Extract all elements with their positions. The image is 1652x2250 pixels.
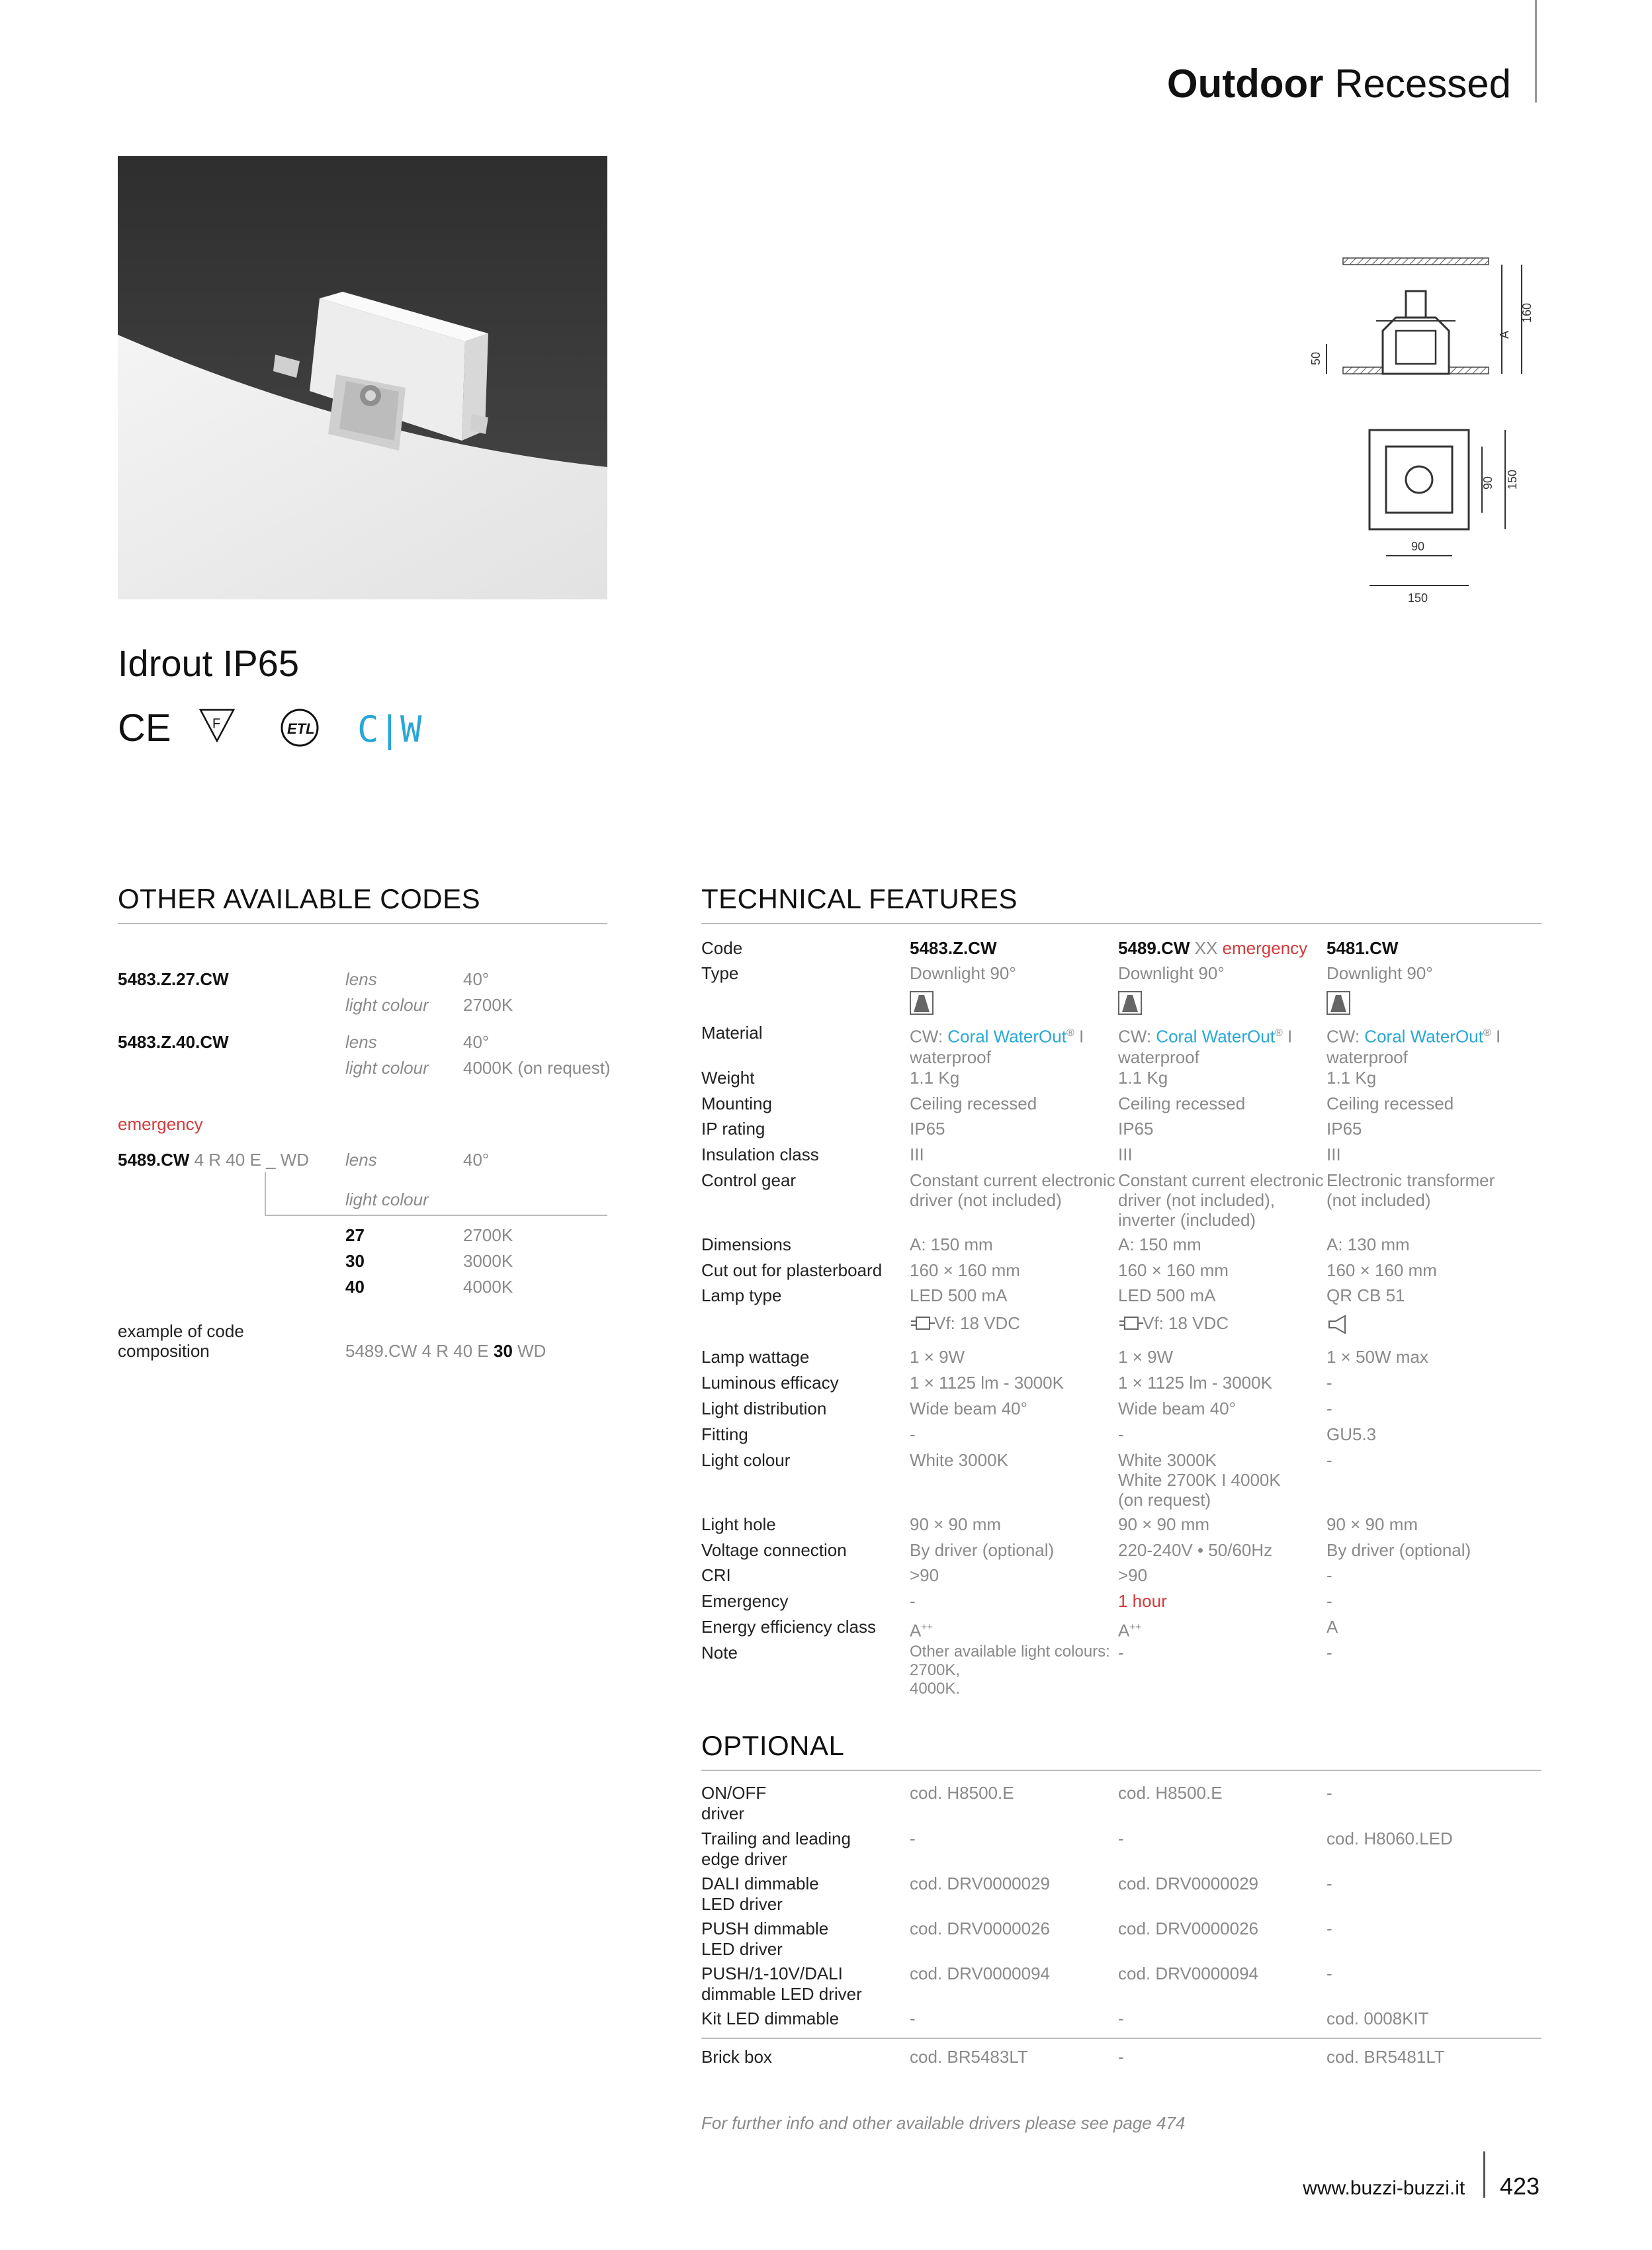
tech-material-col1: CW: Coral WaterOut® I waterproof	[910, 1026, 1084, 1067]
tech-energy-col1: A++	[910, 1620, 933, 1641]
tech-note-col2: -	[1118, 1643, 1124, 1663]
emergency-lens-value: 40°	[463, 1150, 490, 1170]
tech-row-voltage-col1: By driver (optional)	[910, 1540, 1055, 1560]
tech-row-mounting-col3: Ceiling recessed	[1326, 1094, 1454, 1113]
cw-logo-icon	[357, 709, 422, 750]
code-entry-1-lens-value: 40°	[463, 969, 490, 989]
opt-row-kit-col2: -	[1118, 2009, 1124, 2028]
header-divider	[1535, 0, 1537, 103]
tech-row-efficacy-label: Luminous efficacy	[701, 1373, 839, 1393]
code-entry-2-lens-label: lens	[345, 1032, 377, 1052]
tech-material-col2: CW: Coral WaterOut® I waterproof	[1118, 1026, 1293, 1067]
tech-row-efficacy-col3: -	[1326, 1373, 1332, 1393]
product-name: Idrout IP65	[118, 642, 299, 684]
product-photo	[118, 156, 607, 599]
colour-option-code-27: 27	[345, 1225, 365, 1245]
technical-heading: TECHNICAL FEATURES	[701, 883, 1018, 914]
opt-row-trailing-col2: -	[1118, 1829, 1124, 1848]
tech-row-voltage-col2: 220-240V • 50/60Hz	[1118, 1540, 1273, 1560]
opt-row-kit-label: Kit LED dimmable	[701, 2009, 840, 2028]
tech-note-col1: Other available light colours: 2700K, 4000K.	[910, 1643, 1110, 1698]
dim-150-h-label: 150	[1408, 591, 1428, 605]
side-section-drawing	[1310, 251, 1548, 397]
tech-emergency-col2: 1 hour	[1118, 1591, 1167, 1611]
tech-row-ip-col1: IP65	[910, 1119, 945, 1139]
opt-row-push-dali-col1: cod. DRV0000094	[910, 1964, 1051, 1983]
opt-row-trailing-col1: -	[910, 1829, 916, 1848]
code-entry-1-colour-label: light colour	[345, 995, 429, 1015]
opt-row-dali-col2: cod. DRV0000029	[1118, 1874, 1259, 1893]
tech-energy-col2: A++	[1118, 1620, 1141, 1641]
tech-row-insulation-col2: III	[1118, 1145, 1133, 1164]
example-label-line1: example of code	[118, 1321, 244, 1341]
tech-control-gear-col3: Electronic transformer (not included)	[1326, 1170, 1495, 1210]
tech-vf-col1: Vf: 18 VDC	[934, 1313, 1021, 1333]
tech-row-lamp-type-label: Lamp type	[701, 1285, 782, 1305]
led-module-icon	[1118, 1313, 1145, 1333]
opt-brick-label: Brick box	[701, 2047, 772, 2067]
tech-energy-label: Energy efficiency class	[701, 1617, 876, 1637]
tech-row-fitting-col2: -	[1118, 1424, 1124, 1444]
tech-emergency-col1: -	[910, 1591, 916, 1611]
halogen-lamp-icon	[1326, 1313, 1349, 1336]
colour-option-code-30: 30	[345, 1251, 365, 1271]
tech-row-light-hole-col1: 90 × 90 mm	[910, 1514, 1002, 1534]
tech-type-label: Type	[701, 963, 739, 983]
tech-row-voltage-col3: By driver (optional)	[1326, 1540, 1471, 1560]
code-entry-2-colour-label: light colour	[345, 1058, 429, 1078]
tech-row-weight-label: Weight	[701, 1068, 755, 1088]
tech-row-ip-col3: IP65	[1326, 1119, 1362, 1139]
certification-icons	[118, 705, 422, 751]
downlight-icon	[1326, 991, 1350, 1015]
tech-code-col1: 5483.Z.CW	[910, 938, 997, 958]
tech-row-wattage-label: Lamp wattage	[701, 1347, 810, 1367]
opt-row-push-col2: cod. DRV0000026	[1118, 1919, 1259, 1938]
downlight-icon	[1118, 991, 1142, 1015]
tech-control-gear-col1: Constant current electronic driver (not included)	[910, 1170, 1115, 1210]
example-code: 5489.CW 4 R 40 E 30 WD	[345, 1341, 546, 1361]
svg-text:CE: CE	[118, 707, 171, 750]
tech-row-wattage-col2: 1 × 9W	[1118, 1347, 1174, 1367]
emergency-code-rest: 4 R 40 E _ WD	[189, 1150, 310, 1170]
optional-brick-rule	[701, 2038, 1542, 2039]
svg-text:ETL: ETL	[287, 720, 315, 737]
tech-row-wattage-col3: 1 × 50W max	[1326, 1347, 1428, 1367]
code-entry-2: 5483.Z.40.CW	[118, 1032, 229, 1052]
dim-150-v-label: 150	[1506, 469, 1519, 490]
opt-row-push-dali-col3: -	[1326, 1964, 1332, 1983]
opt-row-dali-col3: -	[1326, 1874, 1332, 1893]
emergency-code-bold: 5489.CW	[118, 1150, 190, 1170]
code-entry-2-lens-value: 40°	[463, 1032, 490, 1052]
opt-row-onoff-col3: -	[1326, 1783, 1332, 1803]
tech-material-col3: CW: Coral WaterOut® I waterproof	[1326, 1026, 1501, 1067]
tech-material-label: Material	[701, 1023, 763, 1043]
code-entry-1-colour-value: 2700K	[463, 995, 513, 1015]
tech-row-weight-col2: 1.1 Kg	[1118, 1068, 1168, 1088]
tech-energy-col3: A	[1326, 1617, 1338, 1637]
tech-row-dimensions-col2: A: 150 mm	[1118, 1234, 1201, 1254]
led-module-icon	[910, 1313, 936, 1333]
tech-row-voltage-label: Voltage connection	[701, 1540, 847, 1560]
dim-50-label: 50	[1309, 351, 1323, 365]
opt-row-onoff-col1: cod. H8500.E	[910, 1783, 1014, 1803]
tech-row-lamp-type-col1: LED 500 mA	[910, 1285, 1008, 1305]
emergency-label: emergency	[118, 1114, 203, 1134]
tech-row-ip-label: IP rating	[701, 1119, 765, 1139]
etl-listed-icon	[282, 710, 318, 746]
website-link[interactable]: www.buzzi-buzzi.it	[1303, 2177, 1465, 2199]
tech-row-dimensions-col3: A: 130 mm	[1326, 1234, 1410, 1254]
tech-row-cutout-col2: 160 × 160 mm	[1118, 1260, 1229, 1280]
tech-row-mounting-label: Mounting	[701, 1094, 772, 1113]
optional-rule	[701, 1770, 1542, 1771]
tech-control-gear-label: Control gear	[701, 1170, 797, 1190]
code-entry-2-colour-value: 4000K (on request)	[463, 1058, 611, 1078]
tech-row-insulation-col3: III	[1326, 1145, 1341, 1164]
page-category-title	[1167, 61, 1511, 107]
tech-row-dimensions-col1: A: 150 mm	[910, 1234, 993, 1254]
tech-light-colour-col1: White 3000K	[910, 1450, 1008, 1470]
tech-note-col3: -	[1326, 1643, 1332, 1663]
page-number: 423	[1499, 2173, 1540, 2200]
tech-emergency-label: Emergency	[701, 1591, 789, 1611]
tech-code-label: Code	[701, 938, 743, 958]
tech-emergency-col3: -	[1326, 1591, 1332, 1611]
tech-light-colour-col3: -	[1326, 1450, 1332, 1470]
opt-row-push-dali-label: PUSH/1-10V/DALI dimmable LED driver	[701, 1964, 862, 2004]
tech-code-col3: 5481.CW	[1326, 938, 1399, 958]
code-entry-1: 5483.Z.27.CW	[118, 969, 229, 989]
opt-row-trailing-label: Trailing and leading edge driver	[701, 1829, 851, 1869]
opt-brick-col3: cod. BR5481LT	[1326, 2047, 1445, 2067]
opt-row-push-dali-col2: cod. DRV0000094	[1118, 1964, 1259, 1983]
emergency-lens-label: lens	[345, 1150, 377, 1170]
opt-row-kit-col3: cod. 0008KIT	[1326, 2009, 1429, 2028]
example-label-line2: composition	[118, 1341, 210, 1361]
opt-row-push-col1: cod. DRV0000026	[910, 1919, 1051, 1938]
tech-row-ip-col2: IP65	[1118, 1119, 1154, 1139]
tech-row-light-hole-label: Light hole	[701, 1514, 776, 1534]
svg-text:F: F	[212, 716, 221, 731]
opt-row-onoff-label: ON/OFF driver	[701, 1783, 767, 1823]
tech-row-fitting-label: Fitting	[701, 1424, 748, 1444]
ce-mark-icon	[118, 707, 171, 750]
tech-row-dimensions-label: Dimensions	[701, 1234, 791, 1254]
opt-brick-col1: cod. BR5483LT	[910, 2047, 1028, 2067]
tech-row-insulation-col1: III	[910, 1145, 924, 1164]
svg-text:C|W: C|W	[357, 709, 422, 750]
tech-vf-col2: Vf: 18 VDC	[1143, 1313, 1229, 1333]
optional-heading: OPTIONAL	[701, 1730, 845, 1761]
tech-row-fitting-col1: -	[910, 1424, 916, 1444]
tech-row-light-hole-col3: 90 × 90 mm	[1326, 1514, 1418, 1534]
tech-row-cri-label: CRI	[701, 1565, 731, 1585]
tech-type-col1: Downlight 90°	[910, 963, 1016, 983]
tech-row-distribution-label: Light distribution	[701, 1399, 827, 1418]
other-codes-rule	[118, 923, 607, 924]
dim-a-label: A	[1498, 330, 1511, 339]
colour-option-value-40: 4000K	[463, 1277, 513, 1297]
opt-row-trailing-col3: cod. H8060.LED	[1326, 1829, 1453, 1848]
tech-row-cri-col1: >90	[910, 1565, 939, 1585]
tech-row-cri-col3: -	[1326, 1565, 1332, 1585]
other-codes-heading: OTHER AVAILABLE CODES	[118, 883, 481, 914]
tech-row-weight-col3: 1.1 Kg	[1326, 1068, 1377, 1088]
tech-type-col2: Downlight 90°	[1118, 963, 1225, 983]
opt-row-push-label: PUSH dimmable LED driver	[701, 1919, 829, 1959]
category-bold: Outdoor	[1166, 62, 1324, 106]
tech-type-col3: Downlight 90°	[1326, 963, 1433, 983]
tech-row-efficacy-col1: 1 × 1125 lm - 3000K	[910, 1373, 1064, 1393]
tech-row-cutout-col3: 160 × 160 mm	[1326, 1260, 1437, 1280]
tech-row-lamp-type-col2: LED 500 mA	[1118, 1285, 1216, 1305]
tech-light-colour-label: Light colour	[701, 1450, 791, 1470]
code-entry-1-lens-label: lens	[345, 969, 377, 989]
tech-light-colour-col2: White 3000K White 2700K I 4000K (on request)	[1118, 1450, 1281, 1510]
tech-row-insulation-label: Insulation class	[701, 1145, 819, 1164]
emergency-code	[118, 1150, 309, 1170]
tech-row-mounting-col1: Ceiling recessed	[910, 1094, 1037, 1113]
colour-option-code-40: 40	[345, 1277, 365, 1297]
tech-row-distribution-col1: Wide beam 40°	[910, 1399, 1028, 1418]
tech-note-label: Note	[701, 1643, 738, 1663]
tech-row-cutout-col1: 160 × 160 mm	[910, 1260, 1020, 1280]
tech-row-mounting-col2: Ceiling recessed	[1118, 1094, 1246, 1113]
technical-rule	[701, 923, 1542, 924]
dim-90-h-label: 90	[1411, 540, 1425, 553]
opt-row-kit-col1: -	[910, 2009, 916, 2028]
downlight-icon	[910, 991, 934, 1015]
page-footer	[1303, 2173, 1540, 2200]
tech-code-col2: 5489.CW XX emergency	[1118, 938, 1308, 958]
tech-row-fitting-col3: GU5.3	[1326, 1424, 1377, 1444]
code-bracket-vertical	[265, 1172, 266, 1216]
colour-option-value-30: 3000K	[463, 1251, 513, 1271]
code-bracket-horizontal	[265, 1215, 607, 1216]
tech-row-distribution-col3: -	[1326, 1399, 1332, 1418]
tech-row-cutout-label: Cut out for plasterboard	[701, 1260, 883, 1280]
tech-row-wattage-col1: 1 × 9W	[910, 1347, 965, 1367]
colour-option-value-27: 2700K	[463, 1225, 513, 1245]
tech-row-weight-col1: 1.1 Kg	[910, 1068, 960, 1088]
category-regular: Recessed	[1334, 62, 1511, 106]
tech-row-light-hole-col2: 90 × 90 mm	[1118, 1514, 1210, 1534]
opt-row-push-col3: -	[1326, 1919, 1332, 1938]
tech-control-gear-col2: Constant current electronic driver (not included), inverter (included)	[1118, 1170, 1324, 1230]
f-triangle-icon	[200, 710, 234, 741]
tech-row-distribution-col2: Wide beam 40°	[1118, 1399, 1237, 1418]
dim-160-label: 160	[1520, 302, 1534, 323]
dim-90-v-label: 90	[1481, 476, 1495, 490]
tech-row-lamp-type-col3: QR CB 51	[1326, 1285, 1405, 1305]
drivers-footnote: For further info and other available drivers please see page 474	[701, 2113, 1186, 2133]
tech-row-cri-col2: >90	[1118, 1565, 1148, 1585]
opt-row-dali-label: DALI dimmable LED driver	[701, 1874, 819, 1914]
opt-brick-col2: -	[1118, 2047, 1124, 2067]
tech-row-efficacy-col2: 1 × 1125 lm - 3000K	[1118, 1373, 1272, 1393]
opt-row-dali-col1: cod. DRV0000029	[910, 1874, 1051, 1893]
top-view-drawing	[1363, 423, 1548, 605]
opt-row-onoff-col2: cod. H8500.E	[1118, 1783, 1223, 1803]
emergency-colour-label: light colour	[345, 1190, 429, 1209]
